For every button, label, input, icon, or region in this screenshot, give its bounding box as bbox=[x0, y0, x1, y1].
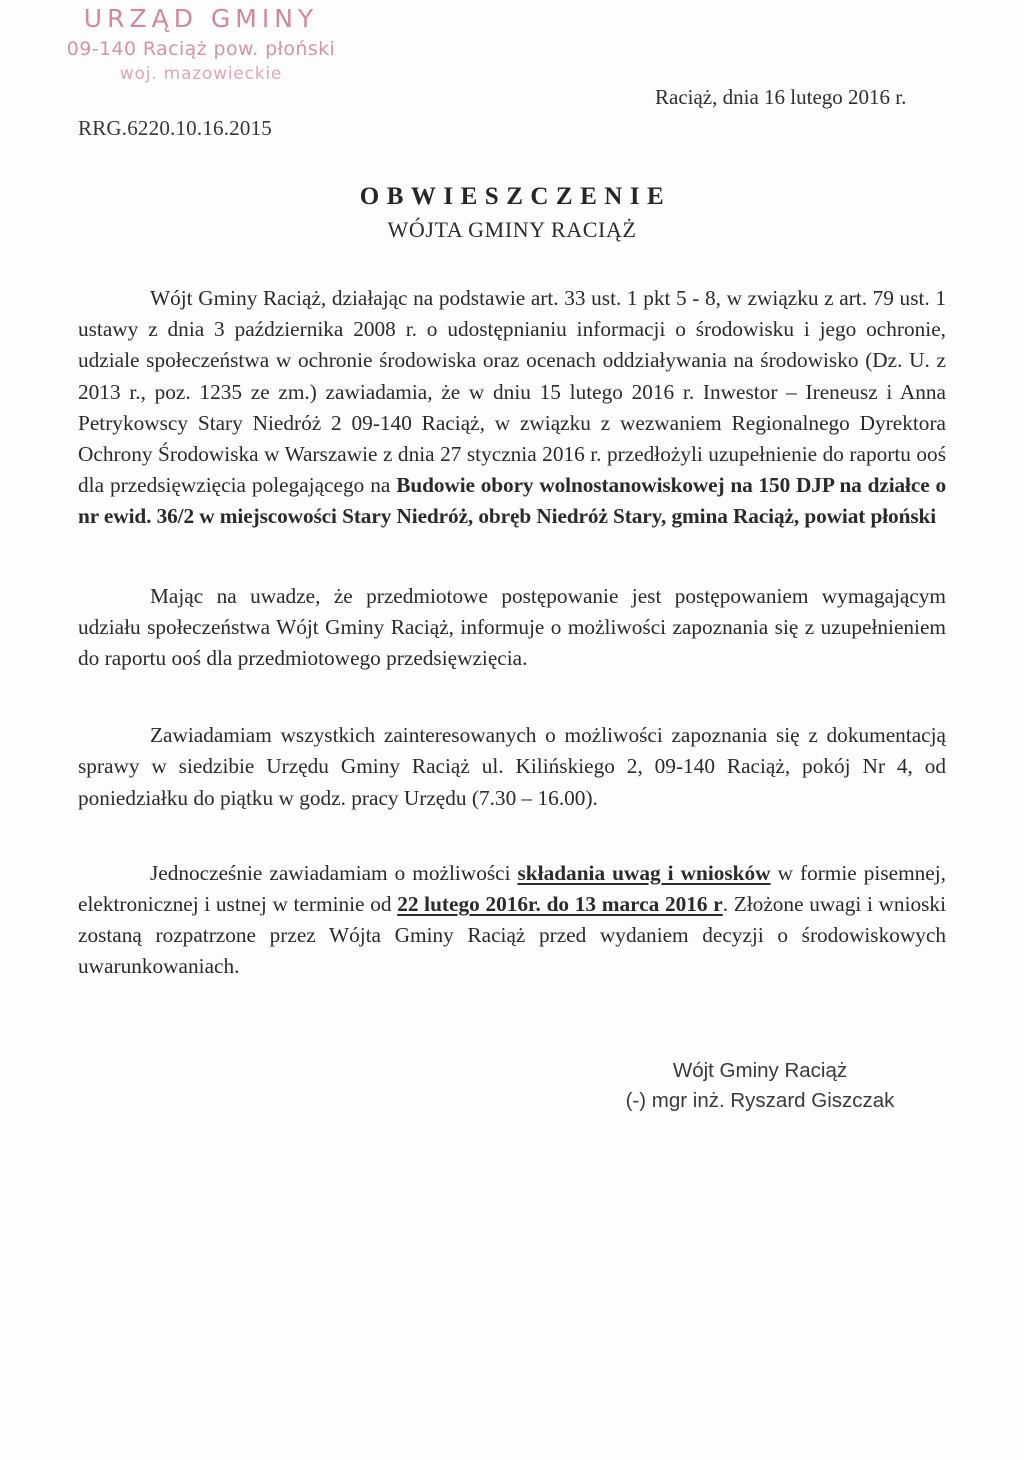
stamp-address: 09-140 Raciąż pow. płoński bbox=[66, 37, 336, 60]
paragraph-legal-basis bbox=[78, 283, 946, 533]
paragraph-4-segment-1: Jednocześnie zawiadamiam o możliwości bbox=[150, 860, 518, 885]
reference-number: RRG.6220.10.16.2015 bbox=[78, 116, 272, 140]
page-subtitle: WÓJTA GMINY RACIĄŻ bbox=[387, 217, 637, 242]
paragraph-comments-submission bbox=[78, 858, 946, 983]
place-and-date: Raciąż, dnia 16 lutego 2016 r. bbox=[655, 85, 907, 109]
paragraph-4-underlined-deadline: 22 lutego 2016r. do 13 marca 2016 r bbox=[397, 892, 723, 917]
paragraph-public-participation: Mając na uwadze, że przedmiotowe postępowanie jest postępowaniem wymagającym udziału społeczeństwa Wójt Gminy Raciąż, informuje o możliwości zapoznania się z uzupełnieniem do raportu ooś dla przedmiotowego przedsięwzięcia. bbox=[78, 583, 946, 671]
signature-office: Wójt Gminy Raciąż bbox=[672, 1059, 848, 1082]
paragraph-1-intro: Wójt Gminy Raciąż, działając na podstawie art. 33 ust. 1 pkt 5 - 8, w związku z art. 79 ust. 1 ustawy z dnia 3 października 2008 r. o udostępnianiu informacji o środowisku i jego ochronie, udziale społeczeństwa w ochronie środowiska oraz ocenach oddziaływania na środowisko (Dz. U. z 2013 r., poz. 1235 ze zm.) zawiadamia, że w dniu 15 lutego 2016 r. Inwestor – Ireneusz i Anna Petrykowscy Stary Niedróż 2 09-140 Raciąż, w związku z wezwaniem Regionalnego Dyrektora Ochrony Środowiska w Warszawie z dnia 27 stycznia 2016 r. przedłożyli uzupełnienie do raportu ooś dla przedsięwzięcia polegającego na bbox=[78, 286, 946, 498]
paragraph-4-underlined-comments: składania uwag i wniosków bbox=[517, 860, 771, 885]
paragraph-4-segment-2: w formie pisemnej, elektronicznej i ustnej w terminie od bbox=[78, 860, 946, 917]
stamp-voivodeship: woj. mazowieckie bbox=[119, 63, 283, 84]
signature-name: (-) mgr inż. Ryszard Giszczak bbox=[625, 1089, 895, 1112]
document-title-block bbox=[0, 183, 1024, 243]
paragraph-1-project-description: Budowie obory wolnostanowiskowej na 150 DJP na działce o nr ewid. 36/2 w miejscowości Stary Niedróż, obręb Niedróż Stary, gmina Raciąż, powiat płoński bbox=[78, 473, 946, 529]
paragraph-documentation-access: Zawiadamiam wszystkich zainteresowanych o możliwości zapoznania się z dokumentacją sprawy w siedzibie Urzędu Gminy Raciąż ul. Kilińskiego 2, 09-140 Raciąż, pokój Nr 4, od poniedziałku do piątku w godz. pracy Urzędu (7.30 – 16.00). bbox=[78, 723, 946, 810]
paragraph-4-segment-3: . Złożone uwagi i wnioski zostaną rozpatrzone przez Wójta Gminy Raciąż przed wydaniem decyzji o środowiskowych uwarunkowaniach. bbox=[78, 892, 947, 979]
page-title: OBWIESZCZENIE bbox=[359, 183, 672, 210]
office-stamp bbox=[36, 4, 366, 84]
signature-block bbox=[560, 1056, 960, 1116]
stamp-office-name: URZĄD GMINY bbox=[83, 4, 319, 33]
document-body bbox=[78, 283, 946, 983]
